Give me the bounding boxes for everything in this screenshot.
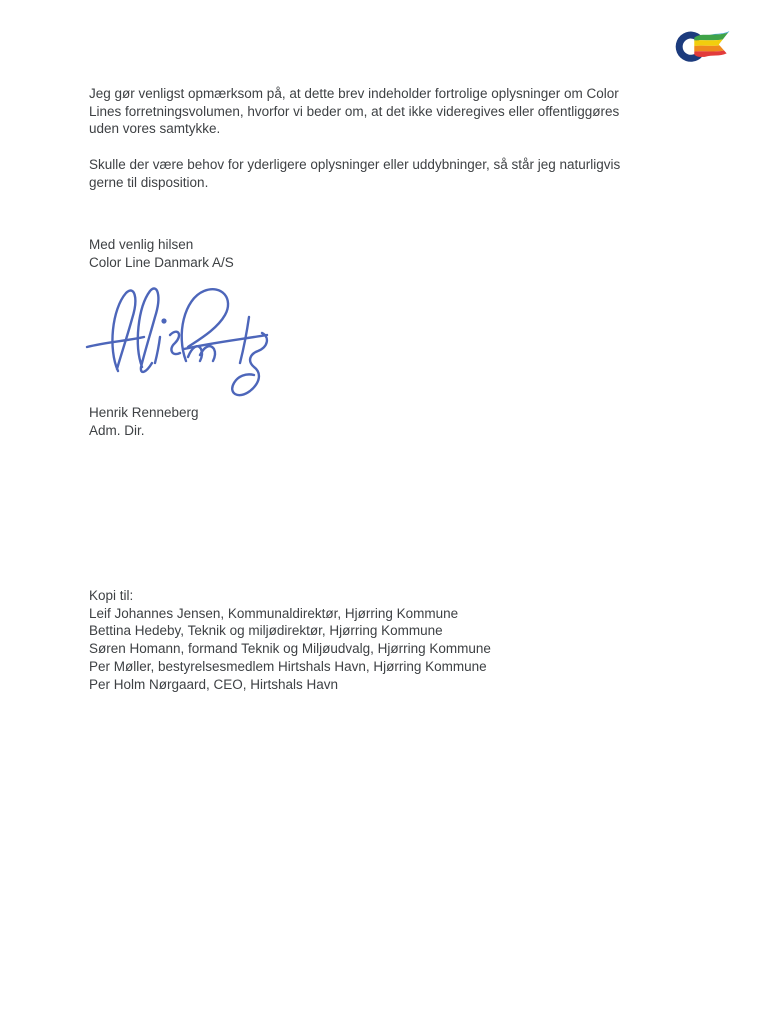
logo-stripe-flag: [691, 27, 730, 58]
paragraph-line: Jeg gør venligst opmærksom på, at dette brev indeholder fortrolige oplysninger om Color: [89, 86, 619, 101]
signature-icon: [84, 283, 279, 407]
copy-recipient: Bettina Hedeby, Teknik og miljødirektør, Hjørring Kommune: [89, 623, 443, 639]
paragraph-further-info: [89, 156, 699, 191]
signatory-title: Adm. Dir.: [89, 422, 145, 438]
paragraph-line: Lines forretningsvolumen, hvorfor vi beder om, at det ikke videregives eller offentliggøres: [89, 103, 620, 119]
copy-list: [89, 587, 699, 693]
signoff-greeting: Med venlig hilsen: [89, 237, 194, 252]
signatory-name: Henrik Renneberg: [89, 405, 199, 420]
signoff-company: Color Line Danmark A/S: [89, 254, 234, 270]
handwritten-signature: [84, 283, 279, 407]
paragraph-line: gerne til disposition.: [89, 174, 209, 190]
copy-recipient: Per Møller, bestyrelsesmedlem Hirtshals Havn, Hjørring Kommune: [89, 658, 487, 674]
copy-recipient: Per Holm Nørgaard, CEO, Hirtshals Havn: [89, 676, 339, 692]
color-line-logo-icon: [674, 23, 730, 67]
copy-recipient: Søren Homann, formand Teknik og Miljøudvalg, Hjørring Kommune: [89, 641, 491, 657]
paragraph-line: Skulle der være behov for yderligere oplysninger eller uddybninger, så står jeg naturligvis: [89, 157, 621, 172]
paragraph-confidentiality: [89, 85, 699, 138]
signatory-block: [89, 404, 699, 439]
copy-list-label: Kopi til:: [89, 588, 134, 603]
color-line-logo: [674, 23, 730, 67]
copy-recipient: Leif Johannes Jensen, Kommunaldirektør, Hjørring Kommune: [89, 605, 459, 621]
signoff-block: [89, 236, 699, 271]
paragraph-line: uden vores samtykke.: [89, 121, 221, 137]
